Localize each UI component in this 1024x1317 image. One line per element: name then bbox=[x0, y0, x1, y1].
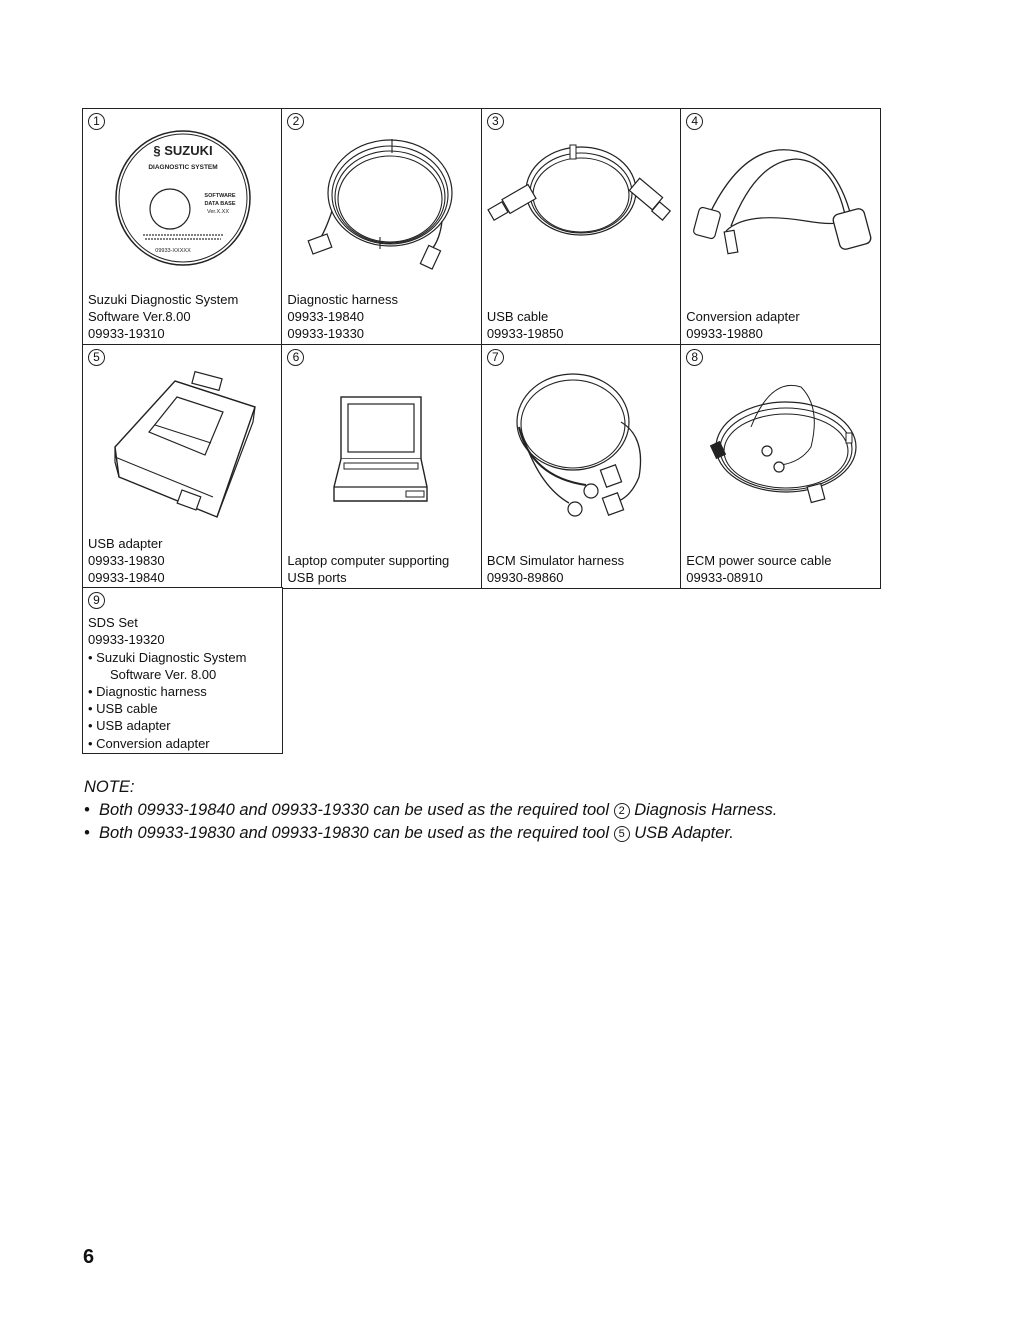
item-ref-number: 2 bbox=[614, 803, 630, 819]
note-heading: NOTE: bbox=[84, 778, 135, 796]
set-item: • Conversion adapter bbox=[88, 735, 210, 751]
usb-adapter-illustration bbox=[83, 367, 282, 517]
item-number: 9 bbox=[88, 592, 105, 609]
svg-text:DIAGNOSTIC SYSTEM: DIAGNOSTIC SYSTEM bbox=[147, 164, 218, 172]
software-cd-illustration bbox=[83, 131, 282, 266]
sds-set-description bbox=[88, 614, 246, 752]
part-number: 09933-08910 bbox=[686, 569, 763, 585]
bcm-harness-illustration bbox=[482, 367, 681, 517]
item-number: 5 bbox=[88, 349, 105, 366]
ecm-cable-illustration bbox=[681, 367, 880, 507]
item-ref-number: 5 bbox=[614, 826, 630, 842]
part-number: 09933-19850 bbox=[486, 326, 564, 342]
part-number: 09933-19310 bbox=[88, 326, 165, 342]
tool-caption bbox=[686, 308, 799, 342]
tool-name: Conversion adapter bbox=[686, 309, 800, 325]
tool-cell-usb-cable bbox=[481, 108, 682, 345]
part-number: 09933-19840 bbox=[88, 569, 165, 585]
part-number: 09933-19320 bbox=[88, 632, 165, 648]
tool-cell-laptop bbox=[281, 344, 482, 589]
tool-caption bbox=[287, 552, 449, 586]
item-number: 1 bbox=[88, 113, 105, 130]
item-number: 7 bbox=[487, 349, 504, 366]
part-number: 09933-19830 bbox=[88, 552, 165, 568]
table-row bbox=[82, 589, 887, 754]
svg-text:§ SUZUKI: § SUZUKI bbox=[152, 143, 213, 159]
tool-caption bbox=[88, 291, 238, 342]
diagnostic-harness-illustration bbox=[282, 131, 481, 271]
svg-text:09933-XXXXX: 09933-XXXXX bbox=[154, 248, 191, 255]
item-number: 3 bbox=[487, 113, 504, 130]
tool-cell-software bbox=[82, 108, 283, 345]
svg-text:Ver.X.XX: Ver.X.XX bbox=[206, 209, 229, 216]
tool-caption bbox=[88, 535, 165, 586]
table-row bbox=[82, 110, 887, 345]
part-number: 09930-89860 bbox=[486, 569, 564, 585]
tool-name: Laptop computer supporting bbox=[287, 552, 450, 568]
svg-text:DATA BASE: DATA BASE bbox=[203, 201, 236, 208]
item-number: 2 bbox=[287, 113, 304, 130]
tool-caption bbox=[686, 552, 831, 586]
tool-name: USB cable bbox=[486, 309, 549, 325]
tool-cell-diagnostic-harness bbox=[281, 108, 482, 345]
part-number: 09933-19880 bbox=[686, 326, 763, 342]
page-number: 6 bbox=[83, 1246, 95, 1268]
set-item: • USB cable bbox=[88, 701, 158, 717]
part-number: 09933-19840 bbox=[287, 309, 365, 325]
tool-caption bbox=[487, 308, 564, 342]
set-item: • Diagnostic harness bbox=[88, 684, 207, 700]
item-number: 6 bbox=[287, 349, 304, 366]
note-item: • Both 09933-19840 and 09933-19330 can be used as the required tool 2 Diagnosis Harness. bbox=[84, 801, 778, 819]
table-row bbox=[82, 345, 887, 588]
item-number: 4 bbox=[686, 113, 703, 130]
tool-cell-bcm-simulator-harness bbox=[481, 344, 682, 589]
laptop-illustration bbox=[282, 397, 481, 502]
tool-name: USB adapter bbox=[88, 535, 163, 551]
conversion-adapter-illustration bbox=[681, 131, 880, 261]
set-item: • USB adapter bbox=[88, 718, 171, 734]
tool-name-cont: USB ports bbox=[287, 569, 347, 585]
tool-caption bbox=[287, 291, 398, 342]
tool-cell-ecm-power-cable bbox=[680, 344, 881, 589]
tool-name: BCM Simulator harness bbox=[486, 552, 625, 568]
tool-caption bbox=[487, 552, 624, 586]
note-section bbox=[84, 776, 777, 845]
tool-table bbox=[82, 110, 887, 754]
set-item: • Suzuki Diagnostic System Software Ver. 8.00 bbox=[88, 649, 247, 682]
tool-name: ECM power source cable bbox=[686, 552, 832, 568]
svg-text:SOFTWARE: SOFTWARE bbox=[203, 193, 236, 200]
tool-cell-sds-set bbox=[82, 587, 283, 754]
tool-cell-conversion-adapter bbox=[680, 108, 881, 345]
item-number: 8 bbox=[686, 349, 703, 366]
tool-name: Suzuki Diagnostic System bbox=[88, 292, 239, 308]
set-title: SDS Set bbox=[88, 615, 138, 631]
note-item: • Both 09933-19830 and 09933-19830 can be used as the required tool 5 USB Adapter. bbox=[84, 824, 734, 842]
usb-cable-illustration bbox=[482, 131, 681, 251]
tool-version: Software Ver.8.00 bbox=[88, 309, 191, 325]
part-number: 09933-19330 bbox=[287, 326, 365, 342]
tool-name: Diagnostic harness bbox=[287, 292, 398, 308]
tool-cell-usb-adapter bbox=[82, 344, 283, 589]
